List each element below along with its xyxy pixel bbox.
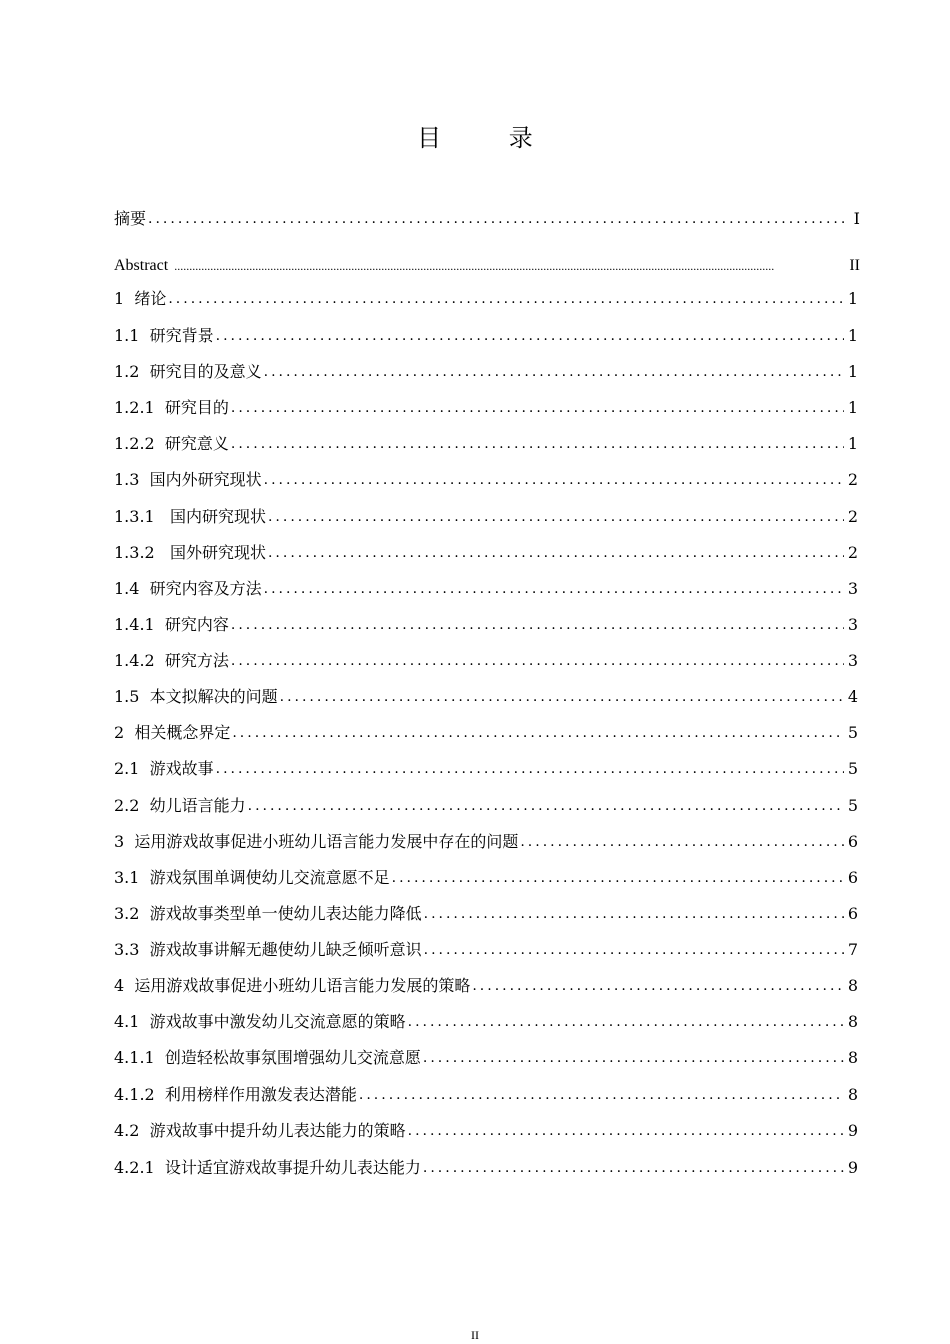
toc-entry-label: 2.2 幼儿语言能力 [114, 796, 246, 815]
toc-leader-dots [216, 326, 844, 346]
toc-leader-dots [231, 398, 844, 418]
toc-entry[interactable] [114, 362, 860, 382]
toc-leader-dots [408, 1012, 844, 1032]
toc-entry[interactable] [114, 434, 860, 454]
toc-entry-label: 1.4.1 研究内容 [114, 615, 229, 634]
toc-entry-page: 2 [847, 507, 858, 526]
toc-entry-page: 8 [847, 1085, 858, 1104]
toc-entry-page: 6 [847, 904, 858, 923]
toc-heading: 目 录 [417, 124, 563, 152]
toc-entry[interactable] [114, 470, 860, 490]
toc-entry-label: 2 相关概念界定 [114, 723, 231, 742]
toc-entry-page: I [853, 209, 860, 228]
toc-leader-dots [168, 289, 844, 309]
toc-entry-label: 1.2 研究目的及意义 [114, 362, 262, 381]
toc-entry-page: 5 [847, 723, 858, 742]
toc-leader-dots [231, 615, 844, 635]
toc-leader-dots [359, 1085, 844, 1105]
toc-leader-dots [408, 1121, 844, 1141]
toc-entry-label: 4.2 游戏故事中提升幼儿表达能力的策略 [114, 1121, 406, 1140]
toc-leader-dots [268, 543, 844, 563]
toc-entry-label: Abstract [114, 257, 173, 274]
toc-entry[interactable] [114, 326, 860, 346]
toc-entry[interactable] [114, 723, 860, 743]
toc-entry-page: 1 [847, 398, 858, 417]
toc-entry[interactable] [114, 832, 860, 852]
toc-leader-dots [264, 362, 844, 382]
toc-entry-page: II [849, 257, 860, 274]
toc-entry[interactable] [114, 398, 860, 418]
toc-entry[interactable] [114, 976, 860, 996]
toc-entry[interactable] [114, 1085, 860, 1105]
toc-leader-dots [424, 940, 844, 960]
toc-entry-page: 3 [847, 579, 858, 598]
toc-entry-label: 1.3 国内外研究现状 [114, 470, 262, 489]
toc-entry-label: 1.4 研究内容及方法 [114, 579, 262, 598]
toc-entry-page: 6 [847, 832, 858, 851]
toc-entry-label: 1.3.2 国外研究现状 [114, 543, 266, 562]
toc-leader-dots [232, 723, 844, 743]
toc-leader-dots [148, 209, 846, 229]
toc-leader-dots [174, 256, 846, 276]
toc-entry-page: 5 [847, 759, 858, 778]
toc-leader-dots [520, 832, 844, 852]
toc-entry-label: 4.1.2 利用榜样作用激发表达潜能 [114, 1085, 357, 1104]
toc-entry[interactable] [114, 507, 860, 527]
toc-entry-label: 1.2.1 研究目的 [114, 398, 229, 417]
toc-entry[interactable] [114, 759, 860, 779]
toc-entry[interactable] [114, 543, 860, 563]
toc-entry[interactable] [114, 289, 860, 309]
toc-leader-dots [423, 1048, 844, 1068]
toc-entry-page: 6 [847, 868, 858, 887]
toc-entry-page: 7 [847, 940, 858, 959]
toc-entry-page: 1 [847, 326, 858, 345]
toc-entry[interactable] [114, 651, 860, 671]
toc-leader-dots [423, 1158, 844, 1178]
toc-entry-label: 3.1 游戏氛围单调使幼儿交流意愿不足 [114, 868, 390, 887]
toc-entry[interactable] [114, 615, 860, 635]
toc-entry-page: 8 [847, 976, 858, 995]
toc-entry-page: 2 [847, 470, 858, 489]
toc-entry-label: 4.1.1 创造轻松故事氛围增强幼儿交流意愿 [114, 1048, 421, 1067]
toc-entry-label: 2.1 游戏故事 [114, 759, 214, 778]
toc-entry-label: 3.3 游戏故事讲解无趣使幼儿缺乏倾听意识 [114, 940, 422, 959]
toc-entry-label: 4 运用游戏故事促进小班幼儿语言能力发展的策略 [114, 976, 471, 995]
toc-entry-label: 摘要 [114, 209, 147, 228]
toc-entry-page: 2 [847, 543, 858, 562]
toc-entry-page: 1 [847, 434, 858, 453]
toc-entry-label: 1.4.2 研究方法 [114, 651, 229, 670]
toc-entry-page: 5 [847, 796, 858, 815]
toc-entry-page: 4 [847, 687, 858, 706]
toc-entry-page: 3 [847, 651, 858, 670]
toc-entry-page: 9 [847, 1121, 858, 1140]
toc-entry-label: 4.1 游戏故事中激发幼儿交流意愿的策略 [114, 1012, 406, 1031]
toc-entry[interactable] [114, 256, 860, 276]
toc-entry[interactable] [114, 1121, 860, 1141]
toc-leader-dots [216, 759, 844, 779]
toc-leader-dots [280, 687, 844, 707]
toc-leader-dots [264, 579, 844, 599]
toc-leader-dots [268, 507, 844, 527]
toc-leader-dots [392, 868, 844, 888]
footer-page-number: II [471, 1328, 479, 1342]
toc-entry-label: 4.2.1 设计适宜游戏故事提升幼儿表达能力 [114, 1158, 421, 1177]
toc-entry-page: 1 [847, 362, 858, 381]
toc-leader-dots [424, 904, 844, 924]
toc-entry-page: 1 [847, 289, 858, 308]
toc-leader-dots [472, 976, 844, 996]
toc-entry-page: 8 [847, 1048, 858, 1067]
toc-entry[interactable] [114, 1012, 860, 1032]
toc-entry[interactable] [114, 1048, 860, 1068]
toc-entry[interactable] [114, 687, 860, 707]
toc-entry[interactable] [114, 904, 860, 924]
toc-leader-dots [231, 651, 844, 671]
toc-entry-page: 3 [847, 615, 858, 634]
toc-entry-page: 9 [847, 1158, 858, 1177]
toc-entry-label: 1.2.2 研究意义 [114, 434, 229, 453]
toc-entry-label: 3.2 游戏故事类型单一使幼儿表达能力降低 [114, 904, 422, 923]
toc-entry[interactable] [114, 940, 860, 960]
toc-entry-label: 1.3.1 国内研究现状 [114, 507, 266, 526]
toc-entry-label: 3 运用游戏故事促进小班幼儿语言能力发展中存在的问题 [114, 832, 519, 851]
toc-entry[interactable] [114, 868, 860, 888]
toc-entry-label: 1.1 研究背景 [114, 326, 214, 345]
toc-entry-label: 1 绪论 [114, 289, 167, 308]
toc-entry[interactable] [114, 1158, 860, 1178]
toc-entry[interactable] [114, 579, 860, 599]
toc-entry-label: 1.5 本文拟解决的问题 [114, 687, 278, 706]
toc-leader-dots [264, 470, 844, 490]
toc-entry[interactable] [114, 209, 860, 229]
toc-leader-dots [231, 434, 844, 454]
toc-entry[interactable] [114, 796, 860, 816]
toc-leader-dots [248, 796, 844, 816]
toc-entry-page: 8 [847, 1012, 858, 1031]
